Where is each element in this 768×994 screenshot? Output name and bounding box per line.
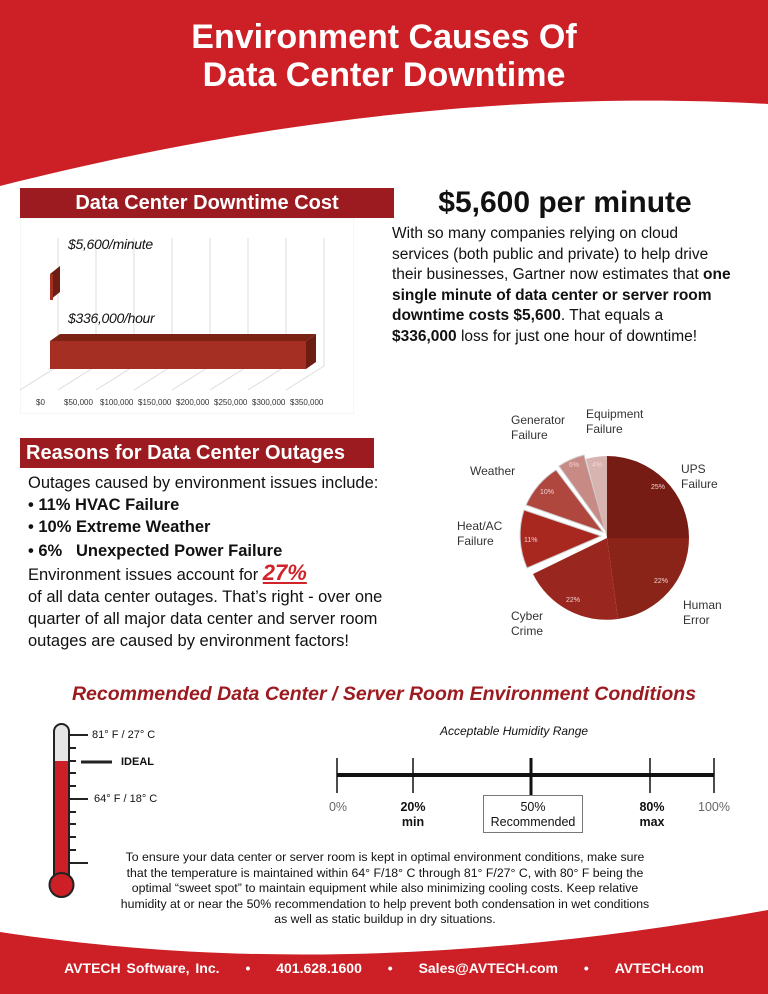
humidity-title: Acceptable Humidity Range <box>440 724 589 738</box>
pie-pct-human: 22% <box>654 578 669 585</box>
pie-label-weather: Weather <box>470 464 516 478</box>
footer-separator: • <box>245 960 251 976</box>
para-text: . That equals a <box>560 307 664 325</box>
therm-low-label: 64° F / 18° C <box>94 793 158 805</box>
title-line-1: Environment Causes Of <box>191 18 577 56</box>
reason-bullet: • 10% Extreme Weather <box>28 518 211 536</box>
tick-200k: $200,000 <box>176 398 210 407</box>
tick-150k: $150,000 <box>138 398 172 407</box>
para-text: With so many companies relying on cloud services (both public and private) to help drive their businesses, Gartner now estimates that <box>392 225 709 284</box>
footer-website-link[interactable]: AVTECH.com <box>614 960 704 976</box>
pie-label-equipment: Equipment Failure <box>586 407 644 436</box>
page-title <box>0 18 768 94</box>
pie-pct-ups: 25% <box>651 484 666 491</box>
summary-text: Environment issues account for <box>28 566 263 584</box>
humidity-scale <box>330 750 720 800</box>
tick-100k: $100,000 <box>100 398 134 407</box>
footer-separator: • <box>387 960 393 976</box>
footer-separator: • <box>583 960 589 976</box>
pie-label-generator: Generator Failure <box>511 413 566 442</box>
pie-pct-cyber: 22% <box>566 597 581 604</box>
tick-250k: $250,000 <box>214 398 248 407</box>
pie-pct-heat: 11% <box>524 537 538 544</box>
para-bold: $336,000 <box>392 327 457 345</box>
humidity-80 <box>632 800 672 830</box>
bar-label-hour: $336,000/hour <box>68 310 155 326</box>
pie-label-cyber: Cyber Crime <box>511 609 544 638</box>
humidity-0: 0% <box>328 800 348 814</box>
cost-banner: Data Center Downtime Cost <box>20 188 394 218</box>
pie-label-heat: Heat/AC Failure <box>457 519 503 548</box>
conditions-title: Recommended Data Center / Server Room Environment Conditions <box>71 683 697 705</box>
reasons-banner: Reasons for Data Center Outages <box>20 438 374 468</box>
bar-label-minute: $5,600/minute <box>68 236 153 252</box>
price-headline: $5,600 per minute <box>438 186 692 219</box>
pie-pct-equipment: 4% <box>592 462 603 469</box>
humidity-80-sub: max <box>639 815 665 829</box>
tick-300k: $300,000 <box>252 398 286 407</box>
therm-high-label: 81° F / 27° C <box>92 729 156 741</box>
humidity-100: 100% <box>698 800 730 814</box>
para-text: loss for just one hour of downtime! <box>456 327 698 345</box>
summary-percent: 27% <box>262 560 307 585</box>
pie-label-human: Human Error <box>683 598 722 627</box>
pie-pct-generator: 6% <box>569 462 580 469</box>
tick-50k: $50,000 <box>64 398 93 407</box>
humidity-20-value: 20% <box>400 800 426 814</box>
humidity-80-value: 80% <box>639 800 665 814</box>
humidity-50 <box>483 800 583 830</box>
conditions-paragraph: To ensure your data center or server room is kept in optimal environment conditions, make sure that the temperature is maintained within 64° F/18° C through 81° F/27° C, with 80° F being the optimal “sweet spot” to maintain equipment while also minimizing cooling costs. Keep relative humidity at or near the 50% recommendation to help prevent both condensation in wet conditions as well as static buildup in dry situations. <box>120 850 650 927</box>
reasons-intro: Outages caused by environment issues include: <box>28 474 379 492</box>
footer <box>0 960 768 976</box>
humidity-50-sub: Recommended <box>490 815 576 829</box>
footer-email-link[interactable]: Sales@AVTECH.com <box>418 960 558 976</box>
pie-label-ups: UPS Failure <box>681 462 718 491</box>
therm-ideal-label: IDEAL <box>121 756 154 768</box>
summary-text-rest: of all data center outages. That’s right - over one quarter of all major data center and server room outages are caused by environment factors! <box>28 588 383 650</box>
price-paragraph <box>392 224 732 348</box>
title-line-2: Data Center Downtime <box>202 56 566 94</box>
pie-pct-weather: 10% <box>540 489 555 496</box>
tick-350k: $350,000 <box>290 398 324 407</box>
humidity-20-sub: min <box>401 815 425 829</box>
humidity-20 <box>393 800 433 830</box>
reason-bullet: • 11% HVAC Failure <box>28 496 180 514</box>
humidity-50-value: 50% <box>520 800 546 814</box>
footer-company: AVTECH Software, Inc. <box>64 960 220 976</box>
reasons-text <box>28 472 398 652</box>
para-bold: one single minute of data center or server room downtime costs $5,600 <box>392 266 731 325</box>
footer-phone[interactable]: 401.628.1600 <box>276 960 362 976</box>
reason-bullet: • 6% Unexpected Power Failure <box>28 542 283 560</box>
tick-0: $0 <box>36 398 45 407</box>
